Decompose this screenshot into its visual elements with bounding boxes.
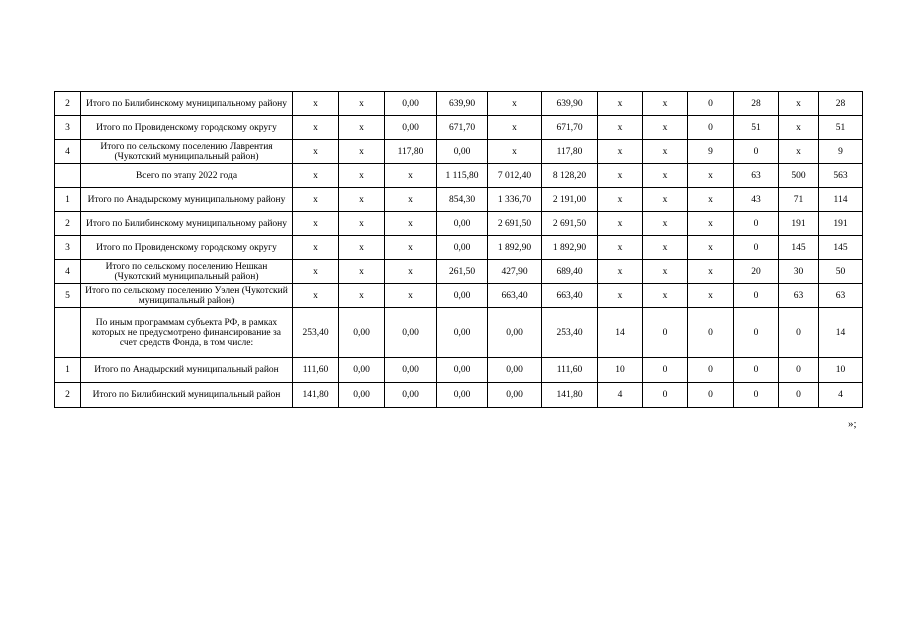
row-name: Итого по Анадырский муниципальный район [81, 358, 293, 383]
cell: x [293, 92, 339, 116]
cell: 51 [819, 116, 863, 140]
cell: 0,00 [488, 308, 542, 358]
cell: 253,40 [542, 308, 598, 358]
cell: 0 [734, 140, 779, 164]
data-table [54, 91, 863, 408]
cell: x [385, 260, 437, 284]
cell: x [488, 92, 542, 116]
table-row [55, 358, 863, 383]
cell: 114 [819, 188, 863, 212]
cell: x [293, 140, 339, 164]
table-row [55, 260, 863, 284]
cell: 111,60 [293, 358, 339, 383]
cell: x [643, 164, 688, 188]
cell: 14 [598, 308, 643, 358]
cell: x [598, 140, 643, 164]
row-number: 4 [55, 260, 81, 284]
cell: 71 [779, 188, 819, 212]
cell: x [643, 212, 688, 236]
cell: 0 [688, 92, 734, 116]
row-number: 2 [55, 212, 81, 236]
cell: 0 [688, 358, 734, 383]
cell: 0,00 [437, 140, 488, 164]
row-number [55, 164, 81, 188]
cell: 50 [819, 260, 863, 284]
cell: 117,80 [542, 140, 598, 164]
cell: 0,00 [437, 308, 488, 358]
cell: x [293, 164, 339, 188]
cell: x [688, 212, 734, 236]
cell: 0 [643, 308, 688, 358]
cell: 0 [688, 116, 734, 140]
cell: 0,00 [437, 236, 488, 260]
cell: 0,00 [385, 358, 437, 383]
cell: 9 [688, 140, 734, 164]
cell: 2 691,50 [542, 212, 598, 236]
cell: 20 [734, 260, 779, 284]
cell: 111,60 [542, 358, 598, 383]
cell: 191 [779, 212, 819, 236]
cell: x [598, 164, 643, 188]
table-row [55, 188, 863, 212]
cell: x [643, 260, 688, 284]
cell: x [385, 236, 437, 260]
cell: 0 [734, 308, 779, 358]
table-row [55, 308, 863, 358]
cell: 261,50 [437, 260, 488, 284]
cell: 663,40 [488, 284, 542, 308]
cell: 28 [734, 92, 779, 116]
cell: x [688, 236, 734, 260]
cell: 854,30 [437, 188, 488, 212]
cell: x [385, 284, 437, 308]
row-name: Итого по Провиденскому городскому округу [81, 116, 293, 140]
cell: x [339, 92, 385, 116]
table-row [55, 212, 863, 236]
cell: x [293, 260, 339, 284]
cell: x [339, 116, 385, 140]
cell: 4 [819, 383, 863, 408]
cell: 0 [734, 212, 779, 236]
cell: 0 [643, 383, 688, 408]
cell: x [643, 236, 688, 260]
cell: 117,80 [385, 140, 437, 164]
cell: x [688, 260, 734, 284]
cell: x [385, 164, 437, 188]
cell: x [385, 188, 437, 212]
cell: x [293, 116, 339, 140]
cell: x [598, 212, 643, 236]
cell: 0 [734, 236, 779, 260]
cell: 0,00 [385, 116, 437, 140]
cell: x [598, 284, 643, 308]
cell: 14 [819, 308, 863, 358]
cell: x [598, 188, 643, 212]
cell: 141,80 [293, 383, 339, 408]
cell: 1 336,70 [488, 188, 542, 212]
cell: 2 691,50 [488, 212, 542, 236]
cell: 0,00 [339, 358, 385, 383]
cell: x [339, 164, 385, 188]
cell: 500 [779, 164, 819, 188]
cell: 0,00 [437, 358, 488, 383]
cell: x [598, 116, 643, 140]
cell: 0 [779, 383, 819, 408]
cell: 43 [734, 188, 779, 212]
cell: x [643, 188, 688, 212]
cell: x [598, 236, 643, 260]
cell: 10 [819, 358, 863, 383]
cell: x [339, 140, 385, 164]
row-number: 2 [55, 92, 81, 116]
cell: 0 [643, 358, 688, 383]
cell: 0,00 [339, 383, 385, 408]
cell: x [643, 116, 688, 140]
row-number: 1 [55, 358, 81, 383]
cell: 639,90 [437, 92, 488, 116]
row-name: Итого по Провиденскому городскому округу [81, 236, 293, 260]
cell: x [779, 116, 819, 140]
cell: 0,00 [437, 284, 488, 308]
cell: x [488, 140, 542, 164]
cell: x [779, 140, 819, 164]
cell: 0,00 [488, 383, 542, 408]
cell: 689,40 [542, 260, 598, 284]
cell: 7 012,40 [488, 164, 542, 188]
cell: x [598, 92, 643, 116]
cell: 427,90 [488, 260, 542, 284]
cell: 253,40 [293, 308, 339, 358]
cell: 141,80 [542, 383, 598, 408]
cell: 10 [598, 358, 643, 383]
cell: 191 [819, 212, 863, 236]
table-row [55, 116, 863, 140]
cell: x [688, 164, 734, 188]
closing-quote-mark: »; [848, 418, 857, 430]
cell: x [293, 212, 339, 236]
row-number: 1 [55, 188, 81, 212]
cell: 663,40 [542, 284, 598, 308]
cell: x [385, 212, 437, 236]
cell: 0 [688, 308, 734, 358]
row-number: 4 [55, 140, 81, 164]
cell: 0 [734, 284, 779, 308]
cell: 0,00 [437, 212, 488, 236]
cell: 8 128,20 [542, 164, 598, 188]
cell: 145 [819, 236, 863, 260]
row-name: Итого по Билибинскому муниципальному району [81, 92, 293, 116]
cell: 63 [734, 164, 779, 188]
cell: 0,00 [385, 92, 437, 116]
row-name: Итого по Билибинский муниципальный район [81, 383, 293, 408]
cell: 1 892,90 [542, 236, 598, 260]
row-number [55, 308, 81, 358]
cell: x [643, 92, 688, 116]
cell: 0 [734, 358, 779, 383]
cell: x [339, 188, 385, 212]
cell: x [339, 212, 385, 236]
cell: x [339, 236, 385, 260]
cell: 0 [779, 358, 819, 383]
row-number: 5 [55, 284, 81, 308]
row-number: 3 [55, 236, 81, 260]
row-name: Итого по сельскому поселению Нешкан (Чукотский муниципальный район) [81, 260, 293, 284]
row-name: Всего по этапу 2022 года [81, 164, 293, 188]
cell: x [293, 284, 339, 308]
cell: 0 [779, 308, 819, 358]
table-row [55, 284, 863, 308]
cell: 0,00 [385, 383, 437, 408]
row-name: Итого по Билибинскому муниципальному району [81, 212, 293, 236]
cell: x [339, 260, 385, 284]
cell: 671,70 [542, 116, 598, 140]
cell: x [293, 188, 339, 212]
row-name: Итого по Анадырскому муниципальному району [81, 188, 293, 212]
cell: 28 [819, 92, 863, 116]
cell: 145 [779, 236, 819, 260]
cell: 0,00 [339, 308, 385, 358]
table-row [55, 383, 863, 408]
cell: x [293, 236, 339, 260]
cell: 51 [734, 116, 779, 140]
cell: 639,90 [542, 92, 598, 116]
cell: x [598, 260, 643, 284]
cell: x [688, 188, 734, 212]
cell: x [488, 116, 542, 140]
cell: 2 191,00 [542, 188, 598, 212]
cell: 0 [734, 383, 779, 408]
cell: 63 [819, 284, 863, 308]
cell: 63 [779, 284, 819, 308]
cell: 0,00 [437, 383, 488, 408]
table-row [55, 140, 863, 164]
cell: 30 [779, 260, 819, 284]
row-name: Итого по сельскому поселению Лаврентия (Чукотский муниципальный район) [81, 140, 293, 164]
row-number: 2 [55, 383, 81, 408]
cell: 4 [598, 383, 643, 408]
cell: 0,00 [385, 308, 437, 358]
cell: x [688, 284, 734, 308]
cell: 671,70 [437, 116, 488, 140]
cell: 1 892,90 [488, 236, 542, 260]
cell: 563 [819, 164, 863, 188]
table-row [55, 92, 863, 116]
cell: x [339, 284, 385, 308]
table-row [55, 236, 863, 260]
cell: x [643, 140, 688, 164]
cell: 1 115,80 [437, 164, 488, 188]
table-row [55, 164, 863, 188]
cell: 0 [688, 383, 734, 408]
cell: 0,00 [488, 358, 542, 383]
cell: x [643, 284, 688, 308]
row-number: 3 [55, 116, 81, 140]
row-name: Итого по сельскому поселению Уэлен (Чукотский муниципальный район) [81, 284, 293, 308]
cell: x [779, 92, 819, 116]
cell: 9 [819, 140, 863, 164]
row-name: По иным программам субъекта РФ, в рамках которых не предусмотрено финансирование за счет средств Фонда, в том числе: [81, 308, 293, 358]
